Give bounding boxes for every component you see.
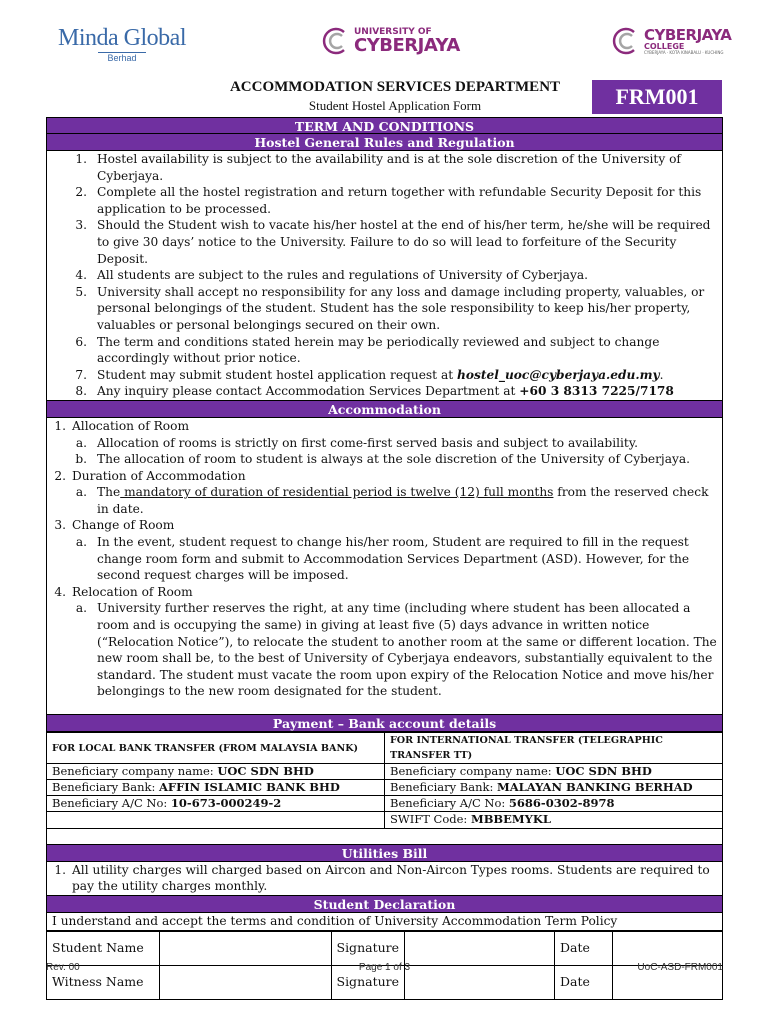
list-item: 2. Complete all the hostel registration and return together with refundable Security Deposit for this application to be processed. xyxy=(75,185,702,216)
declaration-text: I understand and accept the terms and condition of University Accommodation Term Policy xyxy=(47,913,722,931)
list-item: 4. All students are subject to the rules and regulations of University of Cyberjaya. xyxy=(75,268,588,283)
page-header xyxy=(0,20,768,70)
witness-name-label: Witness Name xyxy=(47,965,159,999)
contact-phone: +60 3 8313 7225/7178 xyxy=(519,384,674,399)
list-item: 6. The term and conditions stated herein may be periodically reviewed and subject to change accordingly without prior notice. xyxy=(75,334,660,366)
student-date-field[interactable] xyxy=(613,931,722,965)
form-title: Student Hostel Application Form xyxy=(308,98,482,113)
list-item: a. The mandatory of duration of residential period is twelve (12) full months from the reserved check in date. xyxy=(75,485,709,516)
form-body xyxy=(46,117,723,1000)
local-account: Beneficiary A/C No: 10-673-000249-2 xyxy=(47,796,385,812)
bank-details-table xyxy=(47,732,722,828)
form-code-badge: FRM001 xyxy=(592,80,722,114)
intl-swift: SWIFT Code: MBBEMYKL xyxy=(385,812,723,828)
intl-account: Beneficiary A/C No: 5686-0302-8978 xyxy=(385,796,723,812)
witness-signature-label: Signature xyxy=(331,965,405,999)
local-bank: Beneficiary Bank: AFFIN ISLAMIC BANK BHD xyxy=(47,780,385,796)
minda-logo-sub: Berhad xyxy=(98,52,146,63)
local-transfer-header: FOR LOCAL BANK TRANSFER (FROM MALAYSIA BANK) xyxy=(47,733,385,764)
uoc-logo-line1: UNIVERSITY OF xyxy=(354,26,432,37)
student-signature-field[interactable] xyxy=(405,931,555,965)
declaration-title-bar: Student Declaration xyxy=(47,896,722,913)
student-name-field[interactable] xyxy=(159,931,331,965)
accommodation-title-bar: Accommodation xyxy=(47,401,722,418)
list-item: 8. Any inquiry please contact Accommodation Services Department at +60 3 8313 7225/7178 xyxy=(75,384,674,399)
student-name-label: Student Name xyxy=(47,931,159,965)
list-item: a. In the event, student request to change his/her room, Student are required to fill in the request change room form and submit to Accommodation Services Department (ASD). However, for the second request charges will be imposed. xyxy=(75,535,690,583)
minda-global-logo xyxy=(58,25,186,63)
list-item: 5. University shall accept no responsibility for any loss and damage including property, valuables, or personal belongings of the student. Student has the sole responsibility to keep his/her property, valuables or personal belongings secured on their own. xyxy=(75,284,705,332)
list-item: 4. Relocation of Room xyxy=(54,584,193,599)
witness-date-label: Date xyxy=(555,965,613,999)
uoc-logo-line2: CYBERJAYA xyxy=(354,34,460,56)
cjc-logo-line1: CYBERJAYA xyxy=(644,25,732,44)
intl-company: Beneficiary company name: UOC SDN BHD xyxy=(385,764,723,780)
intl-bank: Beneficiary Bank: MALAYAN BANKING BERHAD xyxy=(385,780,723,796)
rules-list xyxy=(47,151,722,401)
spacer xyxy=(47,828,722,845)
accommodation-section xyxy=(47,418,722,715)
empty-cell xyxy=(47,812,385,828)
cyberjaya-college-logo xyxy=(612,26,731,56)
document-code: UoC-ASD-FRM001 xyxy=(637,962,723,973)
list-item: 1. Allocation of Room xyxy=(54,418,190,433)
revision-label: Rev. 00 xyxy=(46,962,80,973)
department-title: ACCOMMODATION SERVICES DEPARTMENT xyxy=(229,79,561,95)
list-item: 1. Hostel availability is subject to the availability and is at the sole discretion of the University of Cyberjaya. xyxy=(75,152,681,183)
terms-title-bar: TERM AND CONDITIONS xyxy=(47,117,722,134)
international-transfer-header: FOR INTERNATIONAL TRANSFER (TELEGRAPHIC TRANSFER TT) xyxy=(385,733,723,764)
rules-subtitle-bar: Hostel General Rules and Regulation xyxy=(47,134,722,151)
cjc-logo-line2: COLLEGE xyxy=(644,41,685,51)
c-emblem-icon xyxy=(322,26,352,56)
list-item: 3. Should the Student wish to vacate his/her hostel at the end of his/her term, he/she will be required to give 30 days’ notice to the University. Failure to do so will lead to forfeiture of the Security Deposit. xyxy=(75,218,711,266)
c-emblem-icon xyxy=(612,26,642,56)
list-item: 3. Change of Room xyxy=(54,518,175,533)
cjc-logo-line3: CYBERJAYA · KOTA KINABALU · KUCHING xyxy=(644,49,724,55)
list-item: 7. Student may submit student hostel application request at hostel_uoc@cyberjaya.edu.my. xyxy=(75,367,664,382)
page-number: Page 1 of 3 xyxy=(358,962,411,973)
list-item: 1. All utility charges will charged based on Aircon and Non-Aircon Types rooms. Students are required to pay the utility charges monthly. xyxy=(47,862,722,896)
minda-logo-name: Minda Global xyxy=(58,25,186,51)
student-date-label: Date xyxy=(555,931,613,965)
payment-title-bar: Payment – Bank account details xyxy=(47,715,722,732)
student-signature-label: Signature xyxy=(331,931,405,965)
utilities-title-bar: Utilities Bill xyxy=(47,845,722,862)
list-item: a. Allocation of rooms is strictly on first come-first served basis and subject to availability. xyxy=(75,435,638,450)
university-of-cyberjaya-logo xyxy=(322,26,460,56)
local-company: Beneficiary company name: UOC SDN BHD xyxy=(47,764,385,780)
list-item: b. The allocation of room to student is always at the sole discretion of the University of Cyberjaya. xyxy=(75,452,690,467)
list-item: 2. Duration of Accommodation xyxy=(54,468,246,483)
hostel-email-link[interactable]: hostel_uoc@cyberjaya.edu.my xyxy=(456,367,660,382)
list-item: a. University further reserves the right, at any time (including where student has been allocated a room and is occupying the same) in giving at least five (5) days advance in written notice (“Relocation Notice”), to relocate the student to another room at the same or different location. The new room shall be, to the best of University of Cyberjaya endeavors, substantially equivalent to the standard. The student must vacate the room upon expiry of the Relocation Notice and move his/her belongings to the new room designated for the student. xyxy=(75,601,717,699)
